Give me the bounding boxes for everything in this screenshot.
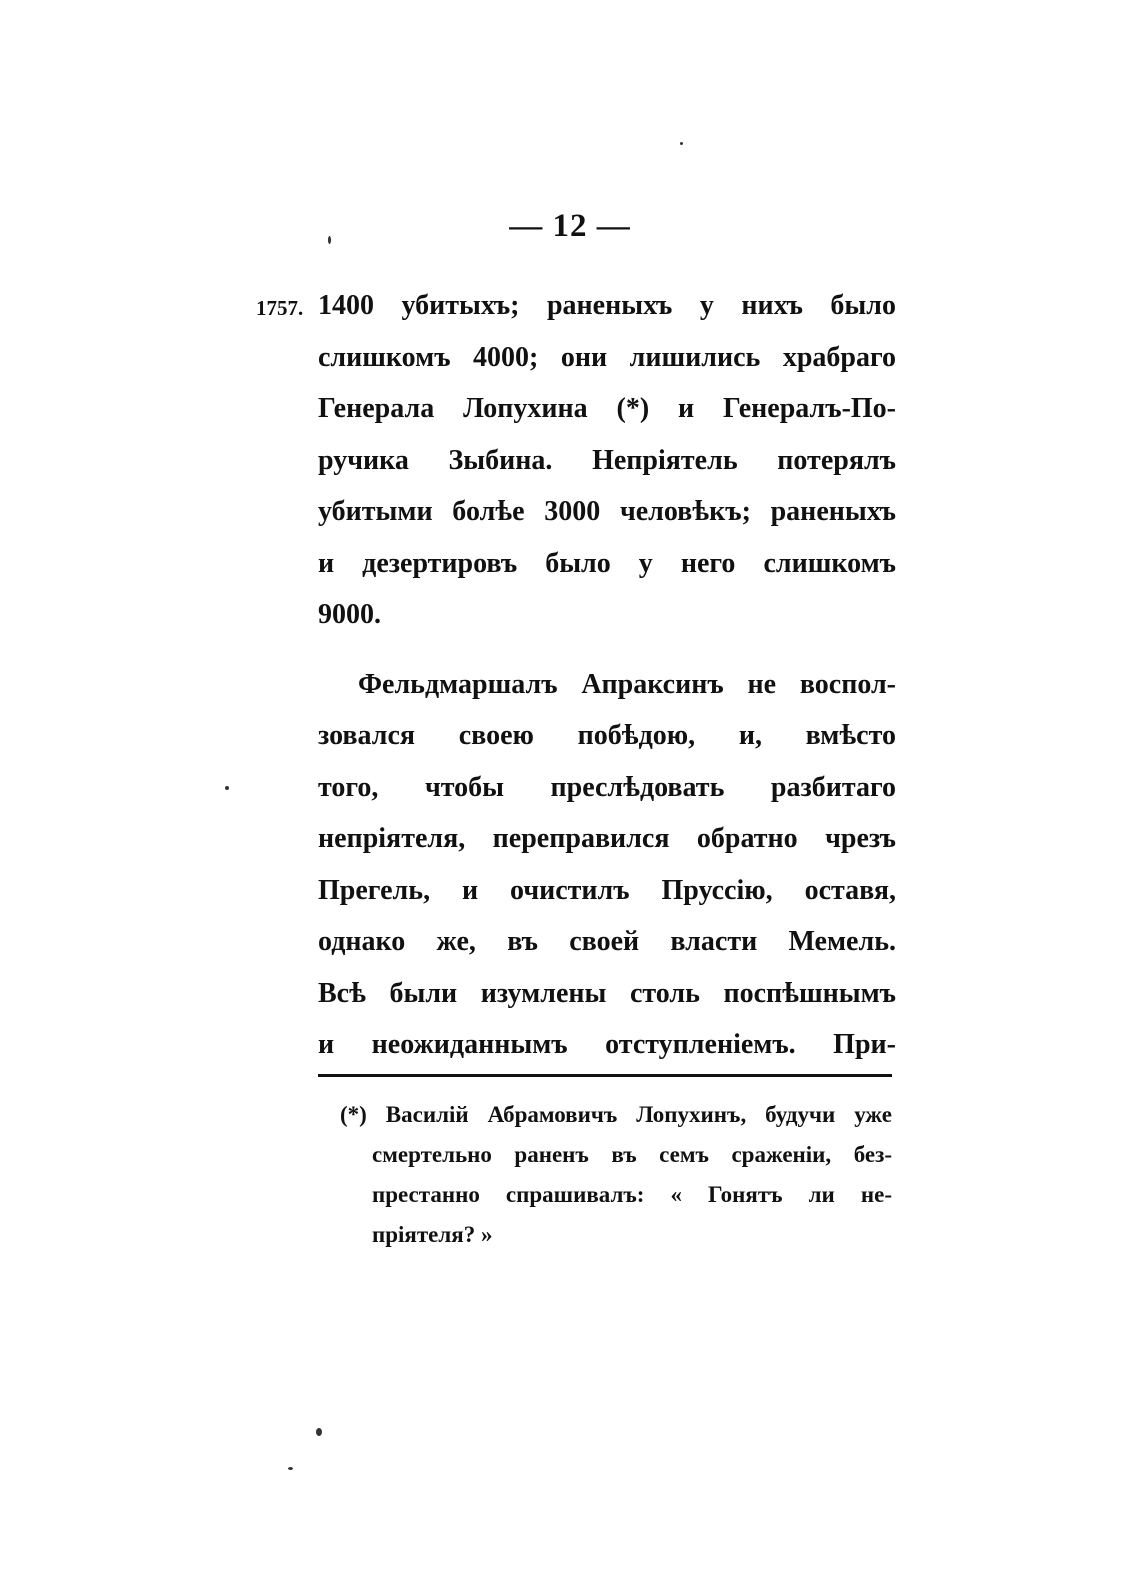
page-number: — 12 — (509, 208, 631, 244)
scan-speck (328, 236, 331, 244)
text-line: зовался своею побѣдою, и, вмѣсто (318, 720, 896, 751)
footnote-rule (318, 1074, 892, 1077)
scan-speck (680, 142, 683, 145)
text-line: 1400 убитыхъ; раненыхъ у нихъ было (318, 290, 896, 321)
text-line: Всѣ были изумлены столь поспѣшнымъ (318, 977, 896, 1009)
margin-year-note: 1757. (256, 296, 304, 320)
text-line: и неожиданнымъ отступленіемъ. При- (318, 1029, 896, 1060)
footnote-line: пріятеля? » (372, 1222, 493, 1247)
scan-speck (288, 1467, 293, 1470)
scan-speck (225, 786, 229, 790)
text-line: того, чтобы преслѣдовать разбитаго (318, 771, 896, 803)
body-text (318, 280, 896, 1071)
scan-speck (316, 1428, 322, 1436)
footnote-line: (*) Василій Абрамовичъ Лопухинъ, будучи уже (340, 1102, 892, 1127)
text-line: Прегель, и очистилъ Пруссію, оставя, (318, 874, 896, 906)
footnote-line: престанно спрашивалъ: « Гонятъ ли не- (372, 1182, 892, 1207)
footnote (340, 1095, 892, 1255)
footnote-line: смертельно раненъ въ семъ сраженіи, без- (372, 1142, 892, 1167)
text-line: ручика Зыбина. Непріятель потерялъ (318, 444, 896, 476)
text-line: Фельдмаршалъ Апраксинъ не воспол- (358, 668, 896, 700)
text-line: 9000. (318, 599, 381, 630)
text-line: слишкомъ 4000; они лишились храбраго (318, 341, 896, 373)
text-line: и дезертировъ было у него слишкомъ (318, 547, 896, 579)
text-line: убитыми болѣе 3000 человѣкъ; раненыхъ (318, 496, 896, 527)
text-line: однако же, въ своей власти Мемель. (318, 926, 896, 957)
text-line: Генерала Лопухина (*) и Генералъ-По- (318, 393, 896, 424)
text-line: непріятеля, переправился обратно чрезъ (318, 823, 896, 854)
